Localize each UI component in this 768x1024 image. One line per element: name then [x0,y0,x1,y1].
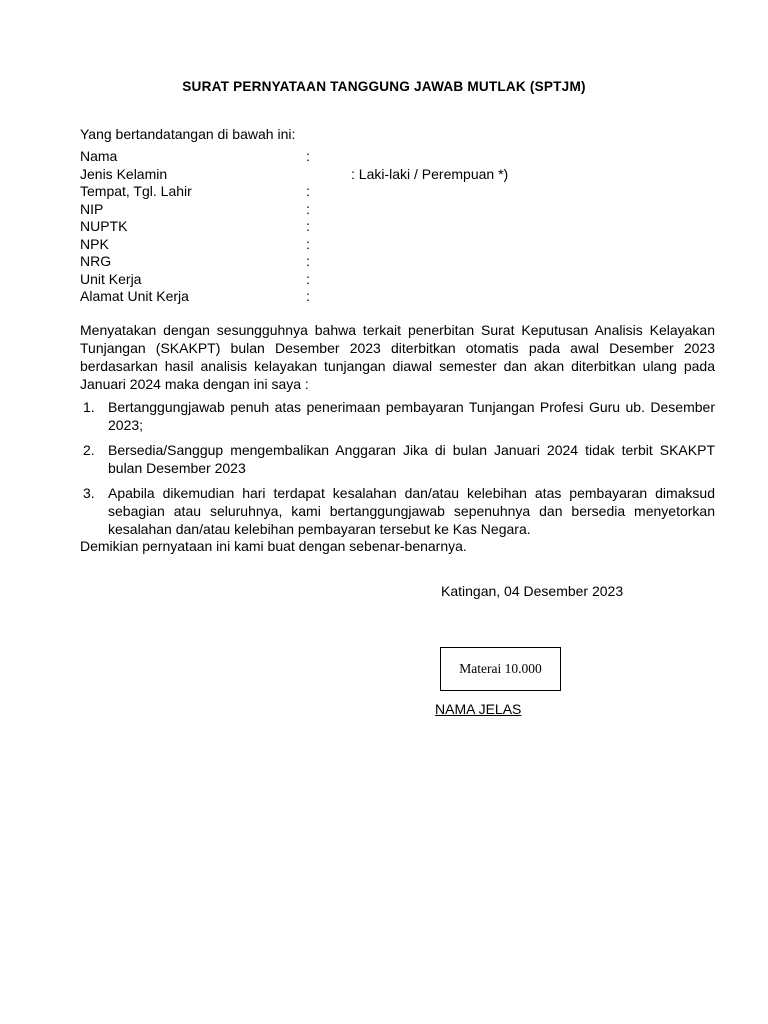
field-label: Unit Kerja [80,270,142,287]
intro-text: Yang bertandatangan di bawah ini: [80,126,296,142]
field-row-jenis-kelamin [80,166,540,184]
stamp-box [440,647,561,691]
field-label: Alamat Unit Kerja [80,288,189,304]
closing-statement: Demikian pernyataan ini kami buat dengan sebenar-benarnya. [80,538,467,554]
statement-paragraph: Menyatakan dengan sesungguhnya bahwa terkait penerbitan Surat Keputusan Analisis Kelayakan Tunjangan (SKAKPT) bulan Desember 2023 diterbitkan otomatis pada awal Desember 2023 berdasarkan hasil analisis kelayakan tunjangan diawal semester dan akan diterbitkan ulang pada Januari 2024 maka dengan ini saya : [80,322,715,392]
field-row-nuptk [80,218,540,236]
list-item [80,441,715,477]
field-colon: : [306,253,310,269]
field-label: Jenis Kelamin [80,165,168,182]
field-colon: : [306,218,310,234]
field-row-nip [80,201,540,219]
field-label: Tempat, Tgl. Lahir [80,183,192,199]
list-text: Apabila dikemudian hari terdapat kesalahan dan/atau kelebihan atas pembayaran dimaksud sebagian atau seluruhnya, kami bertanggungjawab sepenuhnya dan bersedia menyetorkan kesalahan dan/atau kelebihan pembayaran tersebut ke Kas Negara. [108,485,715,537]
field-label: NUPTK [80,218,128,234]
list-number: 1. [83,399,95,415]
field-label: NPK [80,235,109,252]
field-value: : Laki-laki / Perempuan *) [351,165,509,182]
signature-name: NAMA JELAS [435,701,522,717]
field-label: NIP [80,200,104,217]
list-text: Bersedia/Sanggup mengembalikan Anggaran Jika di bulan Januari 2024 tidak terbit SKAKPT bulan Desember 2023 [108,442,715,476]
field-colon: : [306,235,310,252]
field-row-alamat-unit-kerja [80,288,540,306]
field-colon: : [306,148,310,164]
list-number: 3. [83,485,95,501]
list-item [80,398,715,434]
field-label: NRG [80,253,112,269]
identity-fields [80,148,540,306]
field-row-tempat-tgl-lahir [80,183,540,201]
field-row-npk [80,236,540,254]
place-date: Katingan, 04 Desember 2023 [441,583,624,599]
statement-points [80,398,715,545]
field-colon: : [306,183,310,199]
field-colon: : [306,288,310,304]
document-title: SURAT PERNYATAAN TANGGUNG JAWAB MUTLAK (SPTJM) [182,79,586,94]
stamp-label: Materai 10.000 [459,661,542,676]
field-label: Nama [80,148,118,164]
field-colon: : [306,200,310,217]
field-row-unit-kerja [80,271,540,289]
field-colon: : [306,270,310,287]
list-item [80,484,715,538]
list-text: Bertanggungjawab penuh atas penerimaan pembayaran Tunjangan Profesi Guru ub. Desember 2023; [108,399,715,433]
list-number: 2. [83,442,95,458]
field-row-nama [80,148,540,166]
field-row-nrg [80,253,540,271]
